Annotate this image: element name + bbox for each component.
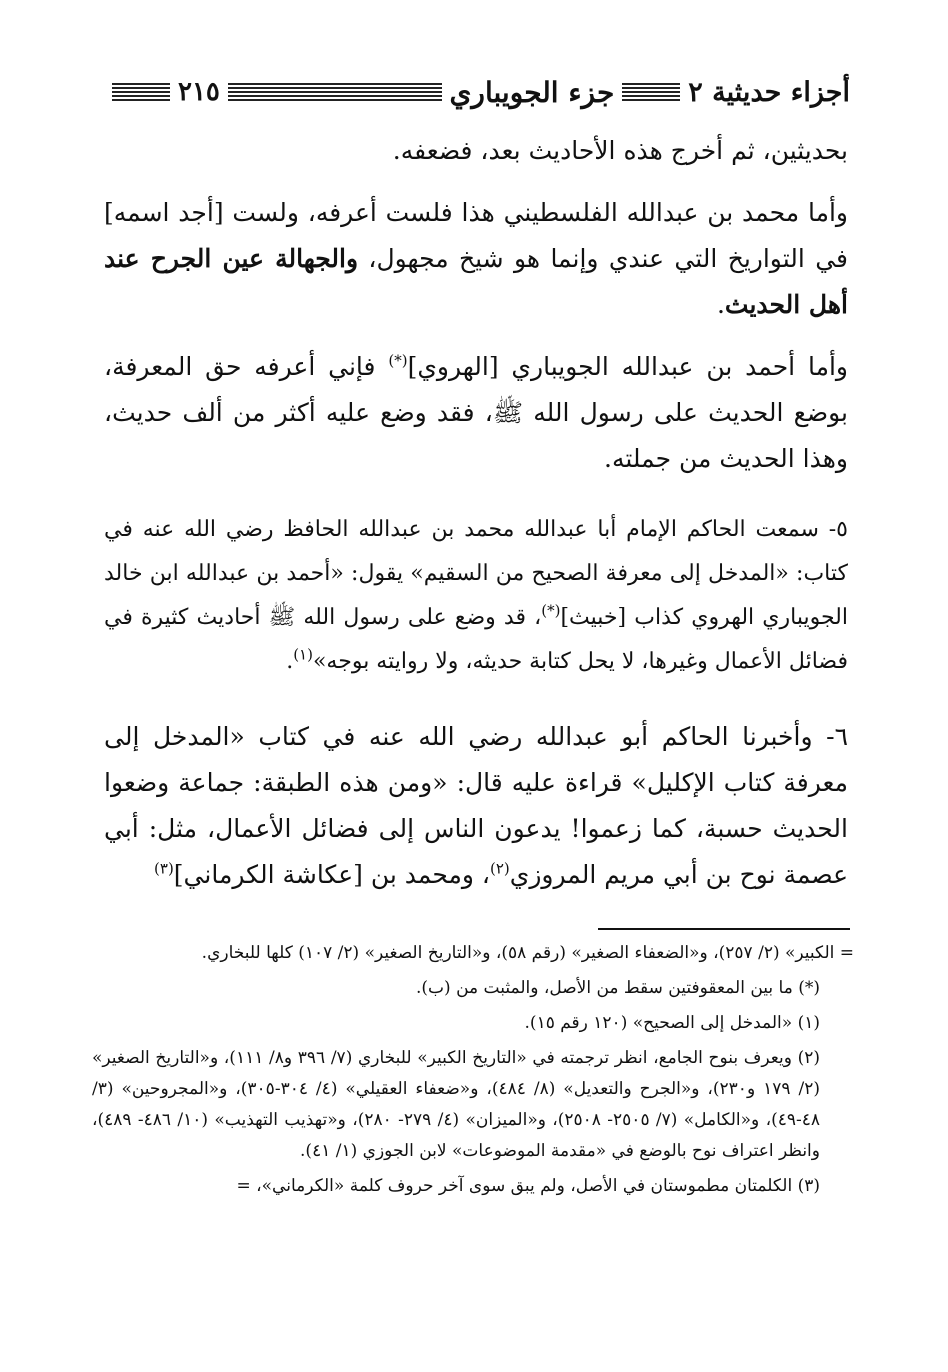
book-title: أجزاء حديثية ٢ <box>688 76 850 108</box>
main-text <box>104 128 848 482</box>
paragraph-1-text: بحديثين، ثم أخرج هذه الأحاديث بعد، فضعفه. <box>392 136 848 165</box>
footnote-star: (*) ما بين المعقوفتين سقط من الأصل، والمثبت من (ب). <box>416 978 820 998</box>
paragraph-5-text-b: ، قد وضع على رسول الله ﷺ أحاديث كثيرة في فضائل الأعمال وغيرها، لا يحل كتابة حديثه، ولا روايته بوجه» <box>104 605 848 674</box>
page-number: ٢١٥ <box>178 77 220 107</box>
part-title: جزء الجويباري <box>449 75 615 109</box>
paragraph-6 <box>104 714 848 898</box>
footnote-3: (٣) الكلمتان مطموستان في الأصل، ولم يبق سوى آخر حروف كلمة «الكرماني»، = <box>236 1176 820 1196</box>
footnote-ref-1: (١) <box>293 645 313 664</box>
paragraph-3 <box>104 344 848 482</box>
header-ornament-left <box>112 83 170 101</box>
footnote-ref-star: (*) <box>388 351 408 370</box>
footnotes <box>92 938 854 1206</box>
paragraph-2-text: وأما محمد بن عبدالله الفلسطيني هذا فلست أعرفه، ولست [أجد اسمه] في التواريخ التي عندي وإنما هو شيخ مجهول، <box>104 198 848 273</box>
footnote-ref-star-2: (*) <box>541 601 561 620</box>
footnote-separator <box>598 928 850 930</box>
paragraph-2-bold: والجهالة عين الجرح عند أهل الحديث <box>104 244 848 319</box>
header-ornament-middle <box>228 83 442 101</box>
paragraph-3-text-b: فإني أعرفه حق المعرفة، بوضع الحديث على رسول الله ﷺ، فقد وضع عليه أكثر من ألف حديث، وهذا الحديث من جملته. <box>104 352 848 473</box>
report-5 <box>104 508 848 684</box>
page-header <box>112 70 850 114</box>
footnote-ref-2: (٢) <box>489 859 510 878</box>
footnote-ref-3: (٣) <box>154 859 174 878</box>
paragraph-6-text-a: ٦- وأخبرنا الحاكم أبو عبدالله رضي الله عنه في كتاب «المدخل إلى معرفة كتاب الإكليل» قراءة عليه قال: «ومن هذه الطبقة: جماعة وضعوا الحديث حسبة، كما زعموا! يدعون الناس إلى فضائل الأعمال، مثل: أبي عصمة نوح بن أبي مريم المروزي <box>104 722 848 889</box>
header-ornament-right <box>622 83 680 101</box>
paragraph-5 <box>104 508 848 684</box>
paragraph-5-text-a: ٥- سمعت الحاكم الإمام أبا عبدالله محمد بن عبدالله الحافظ رضي الله عنه في كتاب: «المدخل إلى معرفة الصحيح من السقيم» يقول: «أحمد بن عبدالله ابن خالد الجويباري الهروي كذاب [خبيث] <box>104 517 848 630</box>
footnote-2: (٢) ويعرف بنوح الجامع، انظر ترجمته في «التاريخ الكبير» للبخاري (٧/ ٣٩٦ و٨/ ١١١)، و«التاريخ الصغير» (٢/ ١٧٩ و٢٣٠)، و«الجرح والتعديل» (٨/ ٤٨٤)، و«ضعفاء العقيلي» (٤/ ٣٠٤-٣٠٥)، و«المجروحين» (٣/ ٤٨-٤٩)، و«الكامل» (٧/ ٢٥٠٥- ٢٥٠٨)، و«الميزان» (٤/ ٢٧٩- ٢٨٠)، و«تهذيب التهذيب» (١٠/ ٤٨٦- ٤٨٩)، وانظر اعتراف نوح بالوضع في «مقدمة الموضوعات» لابن الجوزي (١/ ٤١). <box>92 1048 820 1161</box>
paragraph-3-text-a: وأما أحمد بن عبدالله الجويباري [الهروي] <box>407 352 848 381</box>
footnote-1: (١) «المدخل إلى الصحيح» (١٢٠ رقم ١٥). <box>524 1013 820 1033</box>
report-6 <box>104 714 848 898</box>
paragraph-1 <box>104 128 848 174</box>
paragraph-2-end: . <box>716 290 725 319</box>
paragraph-5-end: . <box>286 649 294 674</box>
paragraph-6-text-b: ، ومحمد بن [عكاشة الكرماني] <box>173 860 490 889</box>
footnote-continued: = الكبير» (٢/ ٢٥٧)، و«الضعفاء الصغير» (رقم ٥٨)، و«التاريخ الصغير» (٢/ ١٠٧) كلها للبخاري. <box>201 943 854 963</box>
paragraph-2 <box>104 190 848 328</box>
